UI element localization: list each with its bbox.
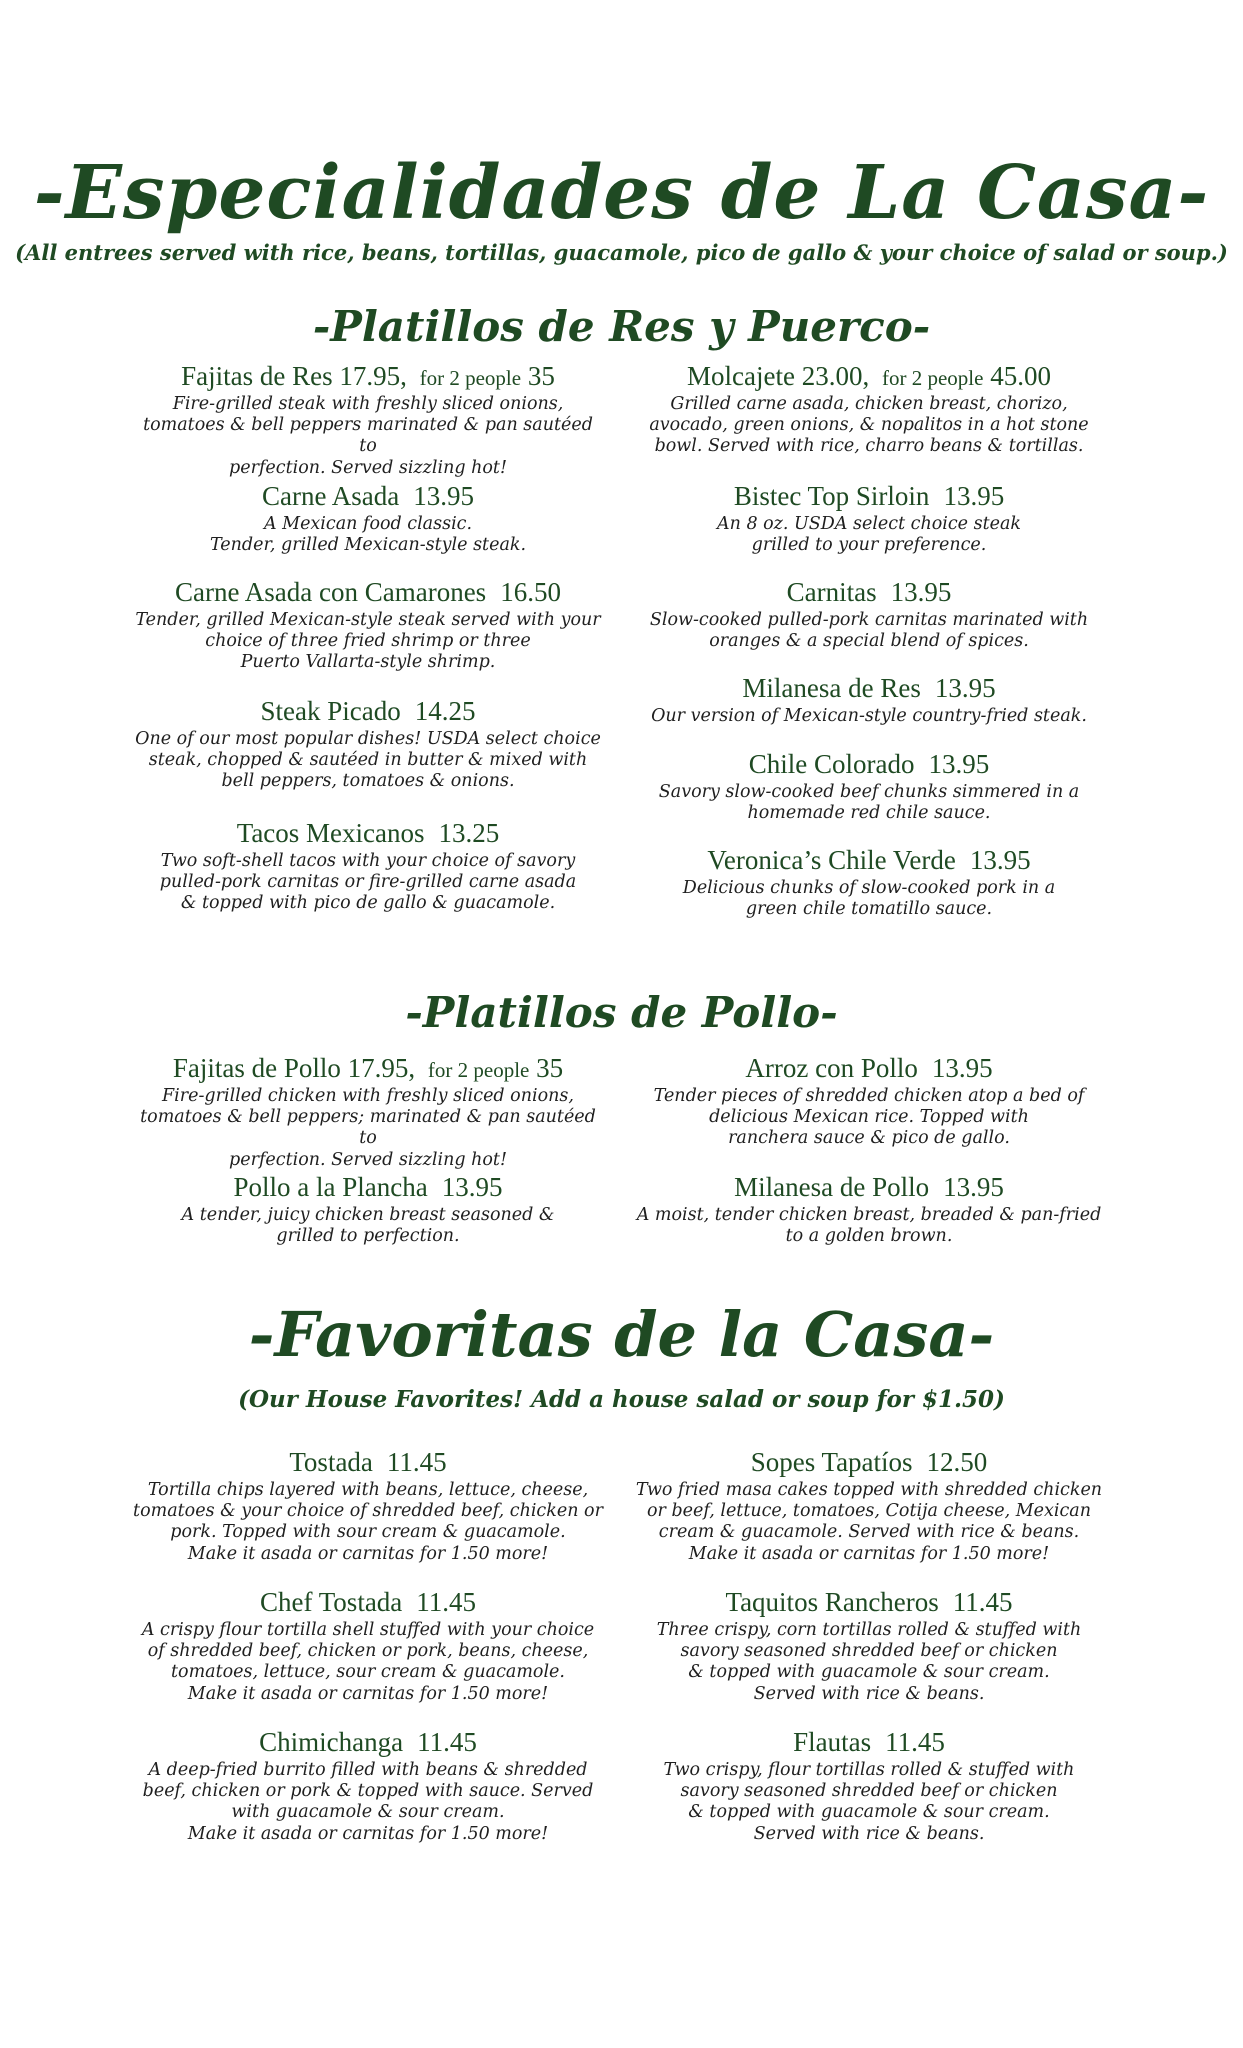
item-name: Fajitas de Res	[181, 361, 333, 391]
item-description: Tortilla chips layered with beans, lettuce, cheese, tomatoes & your choice of shredded beef, chicken or pork. Topped with sour cream & guacamole. Make it asada or carnitas for 1.50 more!	[133, 1479, 603, 1564]
menu-item	[133, 697, 603, 793]
menu-item	[634, 750, 1104, 824]
menu-item	[133, 1054, 603, 1171]
item-price: 13.95	[943, 1172, 1004, 1202]
item-name: Milanesa de Res	[742, 673, 921, 703]
menu-item	[133, 1728, 603, 1845]
item-price: 11.45	[952, 1587, 1013, 1617]
item-price: 13.95	[890, 577, 952, 607]
item-price: 11.45	[386, 1447, 447, 1477]
item-price: 16.50	[500, 577, 561, 607]
item-name: Chimichanga	[259, 1727, 404, 1757]
item-description: Grilled carne asada, chicken breast, chorizo, avocado, green onions, & nopalitos in a hot stone bowl. Served with rice, charro beans & tortillas.	[649, 393, 1089, 457]
item-description: A crispy flour tortilla shell stuffed with your choice of shredded beef, chicken or pork, beans, cheese, tomatoes, lettuce, sour cream & guacamole. Make it asada or carnitas for 1.50 more!	[141, 1619, 595, 1704]
item-price: 13.95	[943, 481, 1005, 511]
item-extra-price: 35	[536, 1053, 564, 1083]
menu-item	[133, 1448, 603, 1565]
menu-item	[634, 674, 1104, 727]
item-description: A tender, juicy chicken breast seasoned & grilled to perfection.	[181, 1204, 555, 1247]
item-price: 11.45	[417, 1727, 477, 1757]
item-name: Taquitos Rancheros	[725, 1587, 939, 1617]
menu-item	[133, 362, 603, 479]
menu-item	[133, 1173, 603, 1247]
item-description: Three crispy, corn tortillas rolled & stuffed with savory seasoned shredded beef or chicken & topped with guacamole & sour cream. Served with rice & beans.	[656, 1619, 1082, 1704]
item-name: Veronica’s Chile Verde	[707, 845, 956, 875]
item-description: Slow-cooked pulled-pork carnitas marinated with oranges & a special blend of spices.	[649, 609, 1089, 652]
section-title-pollo: -Platillos de Pollo-	[405, 988, 838, 1037]
item-description: Delicious chunks of slow-cooked pork in a green chile tomatillo sauce.	[682, 877, 1056, 920]
item-price: 12.50	[926, 1447, 988, 1477]
menu-item	[634, 1173, 1104, 1247]
menu-item	[634, 578, 1104, 652]
item-name: Molcajete	[687, 361, 795, 391]
item-price: 17.95,	[339, 361, 407, 391]
item-price: 11.45	[416, 1587, 477, 1617]
item-extra-label: for 2 people	[427, 1058, 530, 1082]
item-price: 13.95	[413, 481, 474, 511]
entree-note: (All entrees served with rice, beans, tortillas, guacamole, pico de gallo & your choice of salad or soup.)	[15, 240, 1228, 265]
page-title: -Especialidades de La Casa-	[33, 150, 1210, 236]
item-extra-label: for 2 people	[881, 366, 984, 390]
item-name: Chef Tostada	[259, 1587, 403, 1617]
section-title-res-puerco: -Platillos de Res y Puerco-	[312, 302, 931, 351]
item-description: Our version of Mexican-style country-fried steak.	[651, 705, 1087, 726]
item-name: Pollo a la Plancha	[233, 1172, 428, 1202]
item-description: Tender, grilled Mexican-style steak served with your choice of three fried shrimp or three Puerto Vallarta-style shrimp.	[135, 609, 601, 673]
item-name: Fajitas de Pollo	[172, 1053, 341, 1083]
item-name: Flautas	[793, 1727, 872, 1757]
favoritas-note: (Our House Favorites! Add a house salad or soup for $1.50)	[238, 1386, 1005, 1413]
menu-item	[133, 1588, 603, 1705]
menu-item	[133, 819, 603, 915]
menu-item	[634, 1728, 1104, 1845]
item-name: Tacos Mexicanos	[236, 818, 425, 848]
item-price: 14.25	[414, 696, 476, 726]
item-description: Two fried masa cakes topped with shredded chicken or beef, lettuce, tomatoes, Cotija cheese, Mexican cream & guacamole. Served with rice & beans. Make it asada or carnitas for 1.50 more!	[635, 1479, 1103, 1564]
item-description: Fire-grilled chicken with freshly sliced onions, tomatoes & bell peppers; marinated & pan sautéed to perfection. Served sizzling hot!	[140, 1085, 596, 1170]
item-price: 13.95	[934, 673, 996, 703]
item-description: Two soft-shell tacos with your choice of savory pulled-pork carnitas or fire-grilled carne asada & topped with pico de gallo & guacamole.	[159, 850, 577, 914]
item-description: An 8 oz. USDA select choice steak grilled to your preference.	[716, 513, 1022, 556]
item-description: Two crispy, flour tortillas rolled & stuffed with savory seasoned shredded beef or chicken & topped with guacamole & sour cream. Served with rice & beans.	[663, 1759, 1075, 1844]
item-name: Steak Picado	[260, 696, 401, 726]
item-price: 11.45	[885, 1727, 945, 1757]
item-extra-label: for 2 people	[419, 366, 522, 390]
item-price: 13.25	[438, 818, 500, 848]
item-name: Carne Asada	[262, 481, 400, 511]
item-description: Fire-grilled steak with freshly sliced onions, tomatoes & bell peppers marinated & pan sautéed to perfection. Served sizzling hot!	[143, 393, 593, 478]
menu-item	[634, 362, 1104, 458]
item-name: Carnitas	[786, 577, 877, 607]
menu-item	[634, 1448, 1104, 1565]
menu-item	[634, 482, 1104, 556]
item-description: Savory slow-cooked beef chunks simmered in a homemade red chile sauce.	[658, 781, 1080, 824]
item-price: 13.95	[928, 749, 990, 779]
section-title-favoritas: -Favoritas de la Casa-	[248, 1298, 995, 1371]
item-price: 23.00,	[801, 361, 870, 391]
menu-item	[133, 482, 603, 556]
menu-item	[133, 578, 603, 674]
item-price: 17.95,	[347, 1053, 416, 1083]
item-name: Arroz con Pollo	[745, 1053, 918, 1083]
item-extra-price: 45.00	[990, 361, 1051, 391]
item-price: 13.95	[441, 1172, 503, 1202]
item-name: Tostada	[289, 1447, 373, 1477]
item-description: A Mexican food classic. Tender, grilled Mexican-style steak.	[209, 513, 527, 556]
item-price: 13.95	[969, 845, 1031, 875]
item-description: A moist, tender chicken breast, breaded & pan-fried to a golden brown.	[636, 1204, 1102, 1247]
item-name: Milanesa de Pollo	[734, 1172, 930, 1202]
item-price: 13.95	[931, 1053, 993, 1083]
item-name: Sopes Tapatíos	[750, 1447, 913, 1477]
menu-item	[634, 1588, 1104, 1705]
menu-item	[634, 846, 1104, 920]
item-name: Bistec Top Sirloin	[733, 481, 930, 511]
item-description: A deep-fried burrito filled with beans & shredded beef, chicken or pork & topped with sauce. Served with guacamole & sour cream. Make it asada or carnitas for 1.50 more!	[142, 1759, 594, 1844]
item-description: Tender pieces of shredded chicken atop a bed of delicious Mexican rice. Topped with ranchera sauce & pico de gallo.	[653, 1085, 1085, 1149]
item-name: Carne Asada con Camarones	[175, 577, 487, 607]
item-description: One of our most popular dishes! USDA select choice steak, chopped & sautéed in butter & mixed with bell peppers, tomatoes & onions.	[135, 728, 601, 792]
item-extra-price: 35	[527, 361, 555, 391]
item-name: Chile Colorado	[748, 749, 915, 779]
menu-item	[634, 1054, 1104, 1150]
